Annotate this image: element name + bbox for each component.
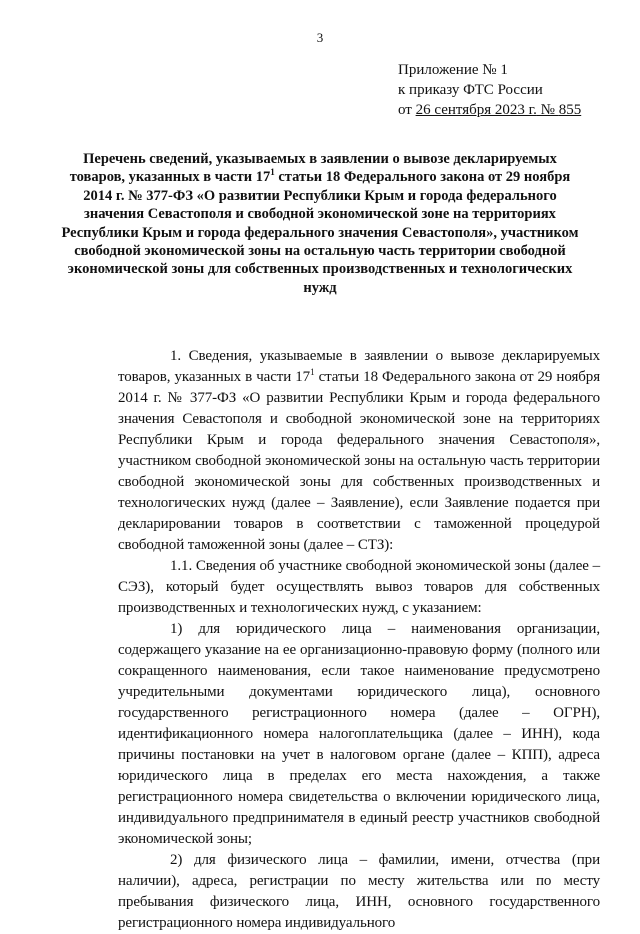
title-part-1: Перечень сведений, указываемых в заявлении о вывозе декларируемых товаров, указанных в части 17 xyxy=(69,151,557,186)
appendix-header xyxy=(398,60,581,120)
page-number: 3 xyxy=(316,30,324,45)
paragraph-1-1-1: 1) для юридического лица – наименования организации, содержащего указание на ее организационно-правовую форму (полного или сокращенного наименования, если такое наименование предусмотрено учредительными документами юридического лица), основного государственного регистрационного номера (далее – ОГРН), идентификационного номера налогоплательщика (далее – ИНН), кода причины постановки на учет в налоговом органе (далее – КПП), адреса юридического лица в пределах его места нахождения, а также регистрационного номера свидетельства о включении юридического лица, индивидуального предпринимателя в единый реестр участников свободной экономической зоны; xyxy=(118,621,600,847)
paragraph-1-1-2: 2) для физического лица – фамилии, имени, отчества (при наличии), адреса, регистрации по месту жительства или по месту пребывания физического лица, ИНН, основного государственного регистрационного номера индивидуального xyxy=(118,852,600,931)
title-part-2: статьи 18 Федерального закона от 29 ноября 2014 г. № 377-ФЗ «О развитии Республики Крым и города федерального значения Севастополя и свободной экономической зоне на территориях Республики Крым и города федерального значения Севастополя», участником свободной экономической зоны на остальную часть территории свободной экономической зоны для собственных производственных и технологических нужд xyxy=(61,169,579,296)
appendix-number-prefix: № xyxy=(536,102,559,118)
document-body xyxy=(118,346,600,934)
appendix-line-1: Приложение № 1 xyxy=(398,62,508,78)
paragraph-1-1: 1.1. Сведения об участнике свободной экономической зоны (далее – СЭЗ), который будет осуществлять вывоз товаров для собственных производственных и технологических нужд, с указанием: xyxy=(118,558,600,616)
appendix-number: 855 xyxy=(558,102,582,118)
paragraph-1 xyxy=(118,346,600,556)
appendix-date-prefix: от xyxy=(398,102,416,118)
appendix-date: 26 сентября 2023 г. xyxy=(415,102,537,118)
paragraph-1-part-1: 1. Сведения, указываемые в заявлении о вывозе декларируемых товаров, указанных в части 17 xyxy=(118,348,600,385)
appendix-line-3 xyxy=(398,100,581,120)
paragraph-1-part-2: статьи 18 Федерального закона от 29 ноября 2014 г. № 377-ФЗ «О развитии Республики Крым и города федерального значения Севастополя и свободной экономической зоне на территориях Республики Крым и города федерального значения Севастополя», участником свободной экономической зоны на остальную часть территории свободной экономической зоны для собственных производственных и технологических нужд (далее – Заявление), если Заявление подается при декларировании товаров в соответствии с таможенной процедурой свободной таможенной зоны (далее – СТЗ): xyxy=(118,369,600,553)
appendix-line-2: к приказу ФТС России xyxy=(398,82,543,98)
document-title xyxy=(60,150,580,297)
paragraph-1-superscript: 1 xyxy=(310,367,315,377)
title-superscript: 1 xyxy=(270,167,275,178)
